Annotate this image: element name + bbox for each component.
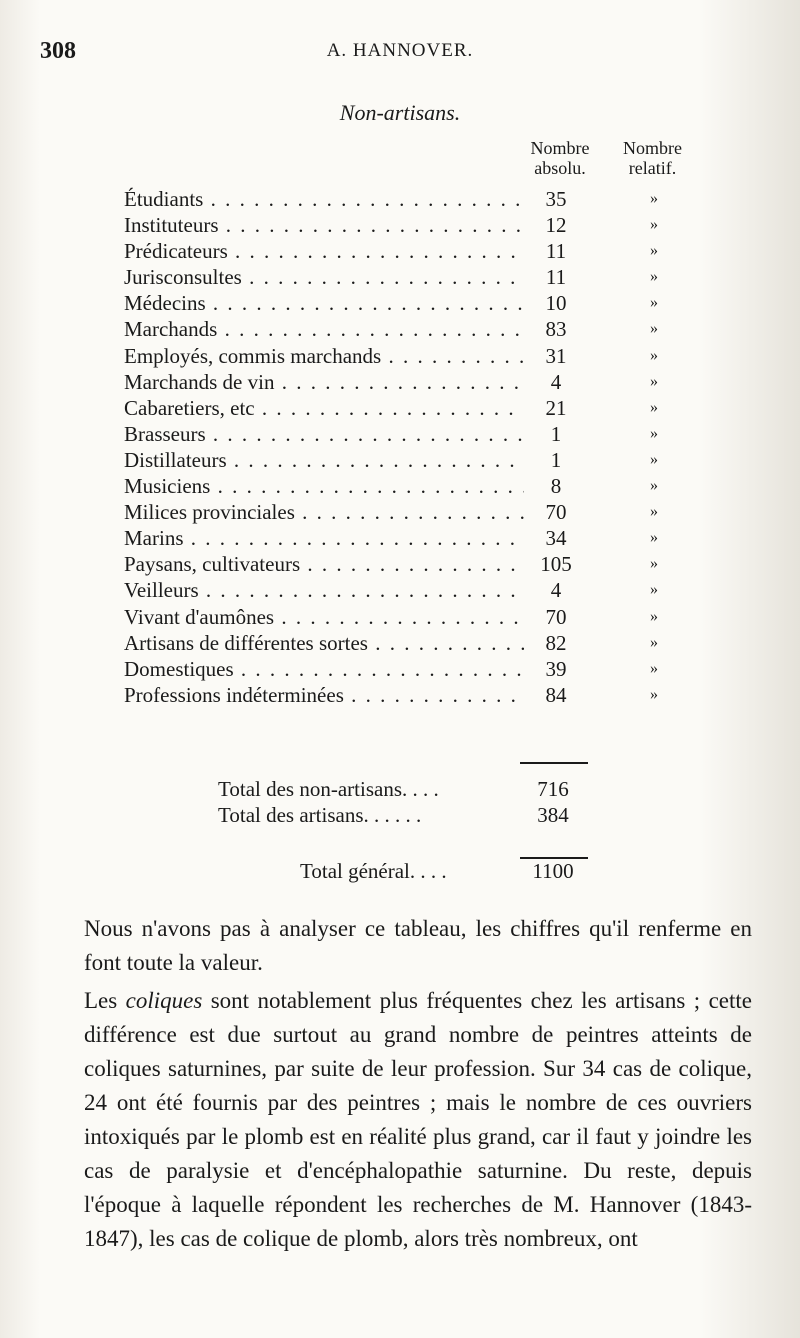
row-absolute: 1 (550, 421, 562, 446)
row-relative: » (650, 607, 658, 625)
occupation-table (124, 186, 684, 708)
row-relative: » (650, 268, 658, 286)
row-relative: » (650, 320, 658, 338)
total-artisans-label: Total des artisans. . . . . . (218, 803, 422, 827)
row-label: Vivant d'aumônes . . . (124, 604, 524, 630)
row-label: Instituteurs . . . (124, 212, 524, 238)
table-row (124, 577, 684, 603)
row-relative: » (650, 503, 658, 521)
row-label: Marchands de vin . . . (124, 369, 524, 395)
row-relative: » (650, 372, 658, 390)
row-absolute: 4 (550, 369, 562, 394)
total-divider (520, 762, 588, 764)
paragraph (84, 912, 752, 980)
row-relative: » (650, 398, 658, 416)
table-row (124, 212, 684, 238)
column-header-absolute: Nombre absolu. (530, 138, 590, 178)
table-row (124, 290, 684, 316)
row-absolute: 11 (545, 239, 567, 264)
row-label: Prédicateurs . . . (124, 238, 524, 264)
row-label: Marchands . . . (124, 316, 524, 342)
row-relative: » (650, 450, 658, 468)
row-label: Artisans de différentes sortes . . . (124, 630, 524, 656)
row-absolute: 82 (545, 630, 567, 655)
row-relative: » (650, 477, 658, 495)
row-relative: » (650, 424, 658, 442)
row-relative: » (650, 190, 658, 207)
row-absolute: 70 (545, 604, 567, 629)
row-relative: » (650, 529, 658, 547)
table-row (124, 682, 684, 708)
row-label: Jurisconsultes . . . (124, 264, 524, 290)
total-general-value: 1100 (532, 859, 574, 883)
row-absolute: 1 (550, 447, 562, 472)
row-relative: » (650, 555, 658, 573)
row-absolute: 31 (545, 343, 567, 368)
column-header-relative: Nombre relatif. (623, 138, 682, 178)
table-row (124, 447, 684, 473)
row-absolute: 4 (550, 578, 562, 603)
row-absolute: 10 (545, 291, 567, 316)
paragraph (84, 984, 752, 1256)
table-row (124, 421, 684, 447)
row-absolute: 84 (545, 682, 567, 707)
row-label: Paysans, cultivateurs . . . (124, 551, 524, 577)
table-row (124, 473, 684, 499)
table-row (124, 186, 684, 212)
row-absolute: 105 (540, 552, 572, 577)
table-row (124, 238, 684, 264)
table-row (124, 551, 684, 577)
row-label: Musiciens . . . (124, 473, 524, 499)
table-row (124, 264, 684, 290)
row-label: Cabaretiers, etc . . . (124, 395, 524, 421)
row-label: Marins . . . (124, 525, 524, 551)
row-absolute: 83 (545, 317, 567, 342)
total-non-artisans-label: Total des non-artisans. . . . (218, 777, 439, 801)
page-number: 308 (40, 38, 76, 64)
row-relative: » (650, 346, 658, 364)
row-label: Brasseurs . . . (124, 421, 524, 447)
table-row (124, 369, 684, 395)
total-artisans-value: 384 (537, 803, 569, 827)
row-label: Veilleurs . . . (124, 577, 524, 603)
table-row (124, 525, 684, 551)
row-label: Domestiques . . . (124, 656, 524, 682)
row-label: Étudiants . . . (124, 186, 524, 212)
row-absolute: 70 (545, 500, 567, 525)
row-relative: » (650, 216, 658, 234)
section-title: Non-artisans. (339, 100, 461, 125)
running-head: A. HANNOVER. (326, 40, 474, 61)
table-row (124, 499, 684, 525)
table-row (124, 395, 684, 421)
row-relative: » (650, 633, 658, 651)
row-absolute: 39 (545, 656, 567, 681)
table-row (124, 656, 684, 682)
row-relative: » (650, 685, 658, 703)
paragraph-lead: Les (84, 988, 126, 1013)
total-non-artisans-value: 716 (537, 777, 569, 801)
row-absolute: 8 (550, 474, 562, 499)
row-relative: » (650, 294, 658, 312)
row-absolute: 12 (545, 213, 567, 238)
row-label: Employés, commis marchands . . . (124, 343, 524, 369)
table-row (124, 630, 684, 656)
row-label: Distillateurs . . . (124, 447, 524, 473)
row-relative: » (650, 581, 658, 599)
row-absolute: 11 (545, 265, 567, 290)
row-absolute: 34 (545, 526, 567, 551)
table-row (124, 604, 684, 630)
row-relative: » (650, 242, 658, 260)
row-label: Professions indéterminées . . . (124, 682, 524, 708)
row-absolute: 21 (545, 395, 567, 420)
row-absolute: 35 (545, 187, 567, 211)
emphasized-term: coliques (125, 988, 203, 1013)
table-row (124, 343, 684, 369)
body-text (84, 912, 752, 1256)
row-label: Milices provinciales . . . (124, 499, 524, 525)
paragraph-text: sont notablement plus fréquentes chez les artisans ; cette différence est due surtout au grand nombre de peintres atteints de coliques saturnines, par suite de leur profession. Sur 34 cas de colique, 24 ont été fournis par des peintres ; mais le nombre de ces ouvriers intoxiqués par le plomb est en réalité plus grand, car il faut y joindre les cas de paralysie et d'encéphalopathie saturnine. Du reste, depuis l'époque à laquelle répondent les recherches de M. Hannover (1843-1847), les cas de colique de plomb, alors très nombreux, ont (84, 988, 752, 1251)
paragraph-text: Nous n'avons pas à analyser ce tableau, les chiffres qu'il renferme en font toute la valeur. (84, 916, 752, 975)
total-general-label: Total général. . . . (300, 859, 447, 883)
table-row (124, 316, 684, 342)
row-relative: » (650, 659, 658, 677)
row-label: Médecins . . . (124, 290, 524, 316)
